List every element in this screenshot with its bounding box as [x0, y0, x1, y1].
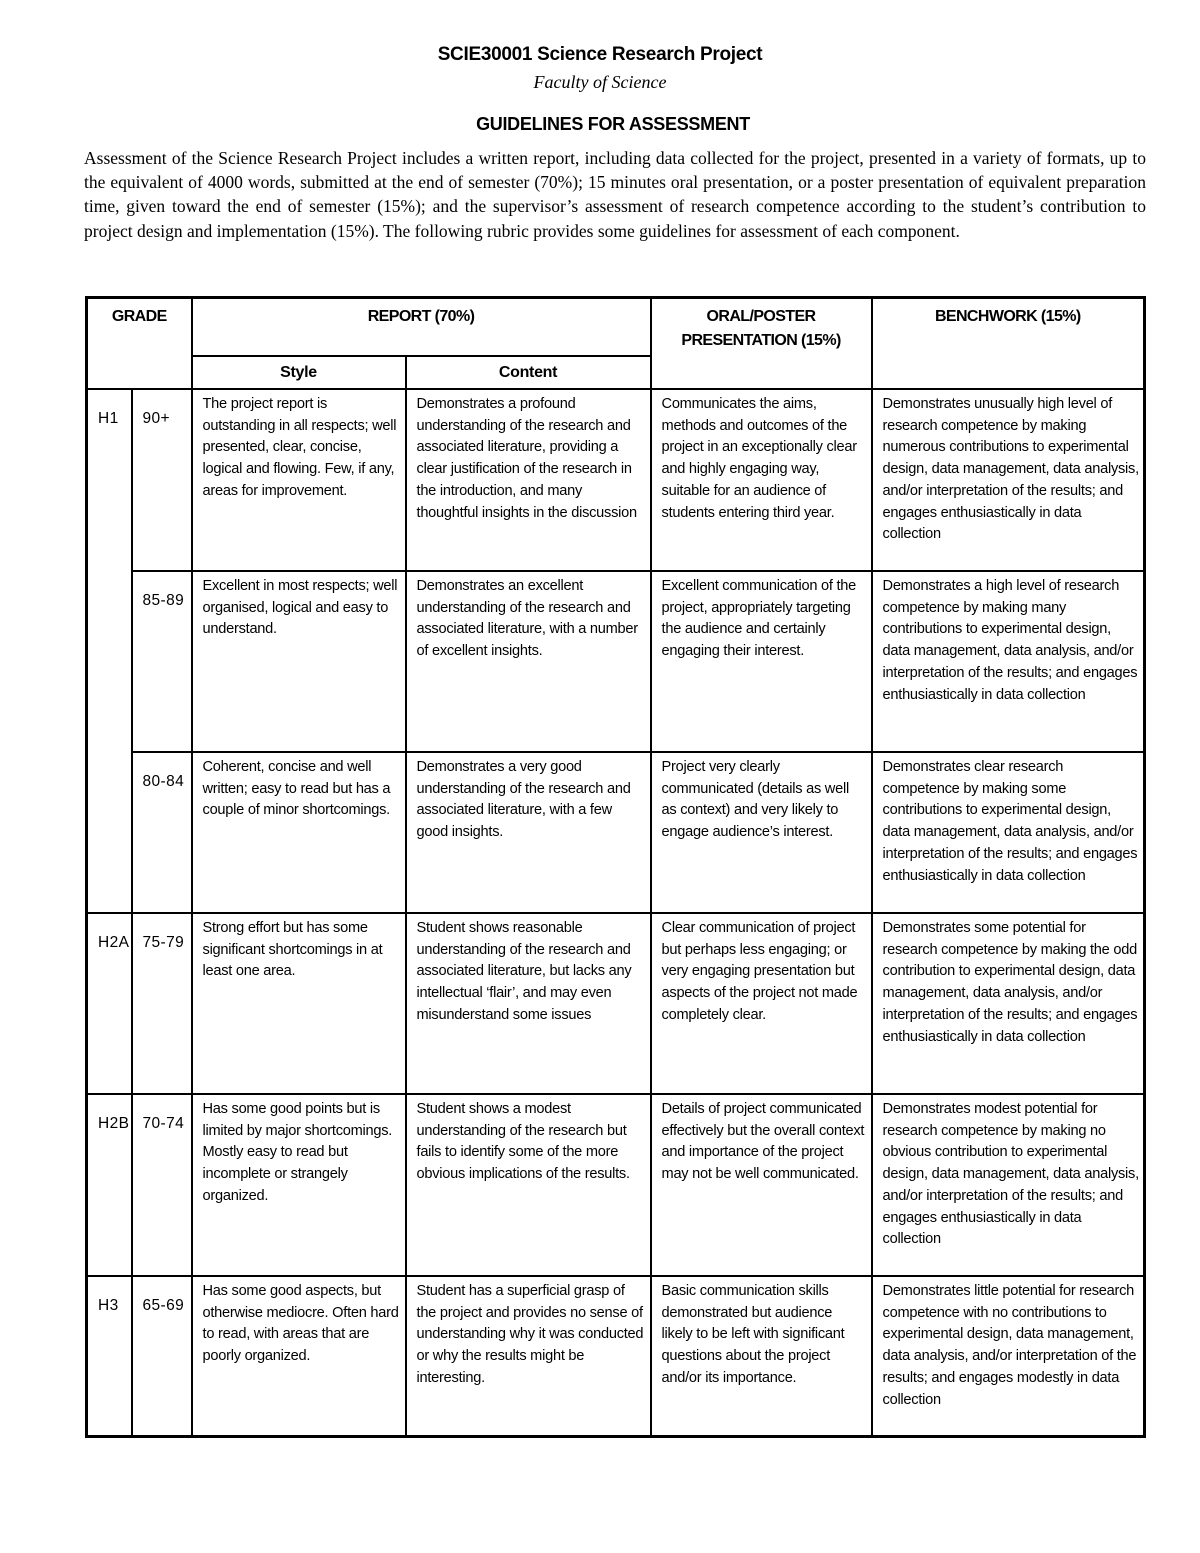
- range-cell: 75-79: [132, 913, 192, 1094]
- table-row: [87, 389, 1145, 571]
- header-grade: GRADE: [87, 298, 192, 390]
- header-benchwork: BENCHWORK (15%): [872, 298, 1145, 390]
- subheader-style: Style: [192, 356, 406, 389]
- header-row: [87, 298, 1145, 357]
- subheader-content: Content: [406, 356, 651, 389]
- table-row: [87, 571, 1145, 752]
- benchwork-cell: Demonstrates unusually high level of research competence by making numerous contributions to experimental design, data management, data analysis, and/or interpretation of the results; and engages enthusiastically in data collection: [872, 389, 1145, 571]
- style-cell: Strong effort but has some significant shortcomings in at least one area.: [192, 913, 406, 1094]
- document-title: SCIE30001 Science Research Project: [437, 44, 763, 65]
- table-row: [87, 913, 1145, 1094]
- content-cell: Student has a superficial grasp of the project and provides no sense of understanding why it was conducted or why the results might be interesting.: [406, 1276, 651, 1436]
- style-cell: Coherent, concise and well written; easy to read but has a couple of minor shortcomings.: [192, 752, 406, 913]
- grade-cell: H3: [87, 1276, 132, 1436]
- range-cell: 65-69: [132, 1276, 192, 1436]
- section-heading: GUIDELINES FOR ASSESSMENT: [476, 114, 750, 134]
- table-row: [87, 1276, 1145, 1436]
- benchwork-cell: Demonstrates little potential for research competence with no contributions to experimental design, data management, data analysis, and/or interpretation of the results; and engages modestly in data collection: [872, 1276, 1145, 1436]
- content-cell: Student shows a modest understanding of the research but fails to identify some of the more obvious implications of the results.: [406, 1094, 651, 1276]
- content-cell: Student shows reasonable understanding of the research and associated literature, but lacks any intellectual ‘flair’, and may even misunderstand some issues: [406, 913, 651, 1094]
- benchwork-cell: Demonstrates clear research competence by making some contributions to experimental design, data management, data analysis, and/or interpretation of the results; and engages enthusiastically in data collection: [872, 752, 1145, 913]
- content-cell: Demonstrates a profound understanding of the research and associated literature, providing a clear justification of the research in the introduction, and many thoughtful insights in the discussion: [406, 389, 651, 571]
- grade-cell: H1: [87, 389, 132, 913]
- range-cell: 70-74: [132, 1094, 192, 1276]
- oral-cell: Basic communication skills demonstrated but audience likely to be left with significant questions about the project and/or its importance.: [651, 1276, 872, 1436]
- content-cell: Demonstrates an excellent understanding of the research and associated literature, with a number of excellent insights.: [406, 571, 651, 752]
- table-row: [87, 752, 1145, 913]
- header-report: REPORT (70%): [192, 298, 651, 357]
- benchwork-cell: Demonstrates modest potential for research competence by making no obvious contribution to experimental design, data management, data analysis, and/or interpretation of the results; and engages enthusiastically in data collection: [872, 1094, 1145, 1276]
- intro-paragraph: Assessment of the Science Research Project includes a written report, including data collected for the project, presented in a variety of formats, up to the equivalent of 4000 words, submitted at the end of semester (70%); 15 minutes oral presentation, or a poster presentation of equivalent preparation time, given toward the end of semester (15%); and the supervisor’s assessment of research competence according to the student’s contribution to project design and implementation (15%). The following rubric provides some guidelines for assessment of each component.: [84, 148, 1146, 241]
- range-cell: 90+: [132, 389, 192, 571]
- document-subtitle: Faculty of Science: [533, 72, 667, 92]
- style-cell: The project report is outstanding in all respects; well presented, clear, concise, logical and flowing. Few, if any, areas for improvement.: [192, 389, 406, 571]
- oral-cell: Project very clearly communicated (details as well as context) and very likely to engage audience’s interest.: [651, 752, 872, 913]
- grade-cell: H2B: [87, 1094, 132, 1276]
- style-cell: Has some good points but is limited by major shortcomings. Mostly easy to read but incomplete or strangely organized.: [192, 1094, 406, 1276]
- table-row: [87, 1094, 1145, 1276]
- content-cell: Demonstrates a very good understanding of the research and associated literature, with a few good insights.: [406, 752, 651, 913]
- benchwork-cell: Demonstrates a high level of research competence by making many contributions to experimental design, data management, data analysis, and/or interpretation of the results; and engages enthusiastically in data collection: [872, 571, 1145, 752]
- style-cell: Has some good aspects, but otherwise mediocre. Often hard to read, with areas that are poorly organized.: [192, 1276, 406, 1436]
- oral-cell: Excellent communication of the project, appropriately targeting the audience and certainly engaging their interest.: [651, 571, 872, 752]
- benchwork-cell: Demonstrates some potential for research competence by making the odd contribution to experimental design, data management, data analysis, and/or interpretation of the results; and engages enthusiastically in data collection: [872, 913, 1145, 1094]
- oral-cell: Clear communication of project but perhaps less engaging; or very engaging presentation but aspects of the project not made completely clear.: [651, 913, 872, 1094]
- oral-cell: Details of project communicated effectively but the overall context and importance of the project may not be well communicated.: [651, 1094, 872, 1276]
- range-cell: 85-89: [132, 571, 192, 752]
- grade-cell: H2A: [87, 913, 132, 1094]
- oral-cell: Communicates the aims, methods and outcomes of the project in an exceptionally clear and highly engaging way, suitable for an audience of students entering third year.: [651, 389, 872, 571]
- style-cell: Excellent in most respects; well organised, logical and easy to understand.: [192, 571, 406, 752]
- assessment-rubric-table: [85, 296, 1146, 1438]
- range-cell: 80-84: [132, 752, 192, 913]
- header-oral-poster: ORAL/POSTER PRESENTATION (15%): [651, 298, 872, 390]
